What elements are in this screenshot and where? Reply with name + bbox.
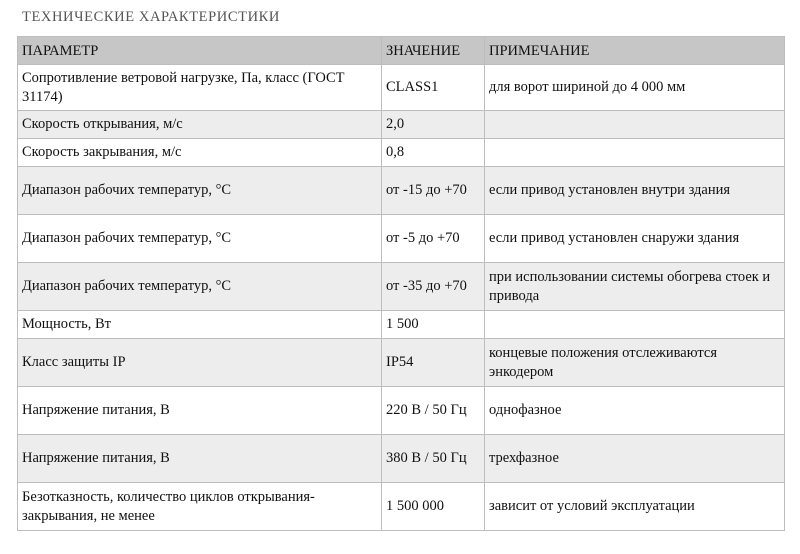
cell-value: 1 500 000 — [382, 483, 485, 531]
table-row — [18, 139, 785, 167]
cell-parameter: Скорость открывания, м/с — [18, 111, 382, 139]
cell-note: при использовании системы обогрева стоек и привода — [485, 263, 785, 311]
cell-note: зависит от условий эксплуатации — [485, 483, 785, 531]
table-row — [18, 111, 785, 139]
cell-note — [485, 311, 785, 339]
table-row — [18, 339, 785, 387]
cell-value: от -15 до +70 — [382, 167, 485, 215]
section-title: ТЕХНИЧЕСКИЕ ХАРАКТЕРИСТИКИ — [22, 9, 280, 25]
cell-value: от -35 до +70 — [382, 263, 485, 311]
cell-parameter: Напряжение питания, В — [18, 387, 382, 435]
cell-value: CLASS1 — [382, 65, 485, 111]
cell-value: 0,8 — [382, 139, 485, 167]
cell-parameter: Мощность, Вт — [18, 311, 382, 339]
cell-value: 380 В / 50 Гц — [382, 435, 485, 483]
spec-table — [17, 36, 785, 531]
cell-value: от -5 до +70 — [382, 215, 485, 263]
table-row — [18, 65, 785, 111]
table-row — [18, 167, 785, 215]
table-row — [18, 483, 785, 531]
cell-value: 1 500 — [382, 311, 485, 339]
table-row — [18, 387, 785, 435]
table-header-row — [18, 37, 785, 65]
table-row — [18, 215, 785, 263]
cell-parameter: Диапазон рабочих температур, °С — [18, 215, 382, 263]
cell-value: 220 В / 50 Гц — [382, 387, 485, 435]
cell-note — [485, 111, 785, 139]
cell-value: IP54 — [382, 339, 485, 387]
cell-note: если привод установлен внутри здания — [485, 167, 785, 215]
table-row — [18, 263, 785, 311]
cell-note — [485, 139, 785, 167]
cell-note: концевые положения отслеживаются энкодером — [485, 339, 785, 387]
table-row — [18, 311, 785, 339]
cell-note: если привод установлен снаружи здания — [485, 215, 785, 263]
cell-parameter: Класс защиты IP — [18, 339, 382, 387]
cell-parameter: Скорость закрывания, м/с — [18, 139, 382, 167]
cell-parameter: Диапазон рабочих температур, °С — [18, 167, 382, 215]
cell-parameter: Диапазон рабочих температур, °С — [18, 263, 382, 311]
cell-parameter: Напряжение питания, В — [18, 435, 382, 483]
header-note: ПРИМЕЧАНИЕ — [485, 37, 785, 65]
table-row — [18, 435, 785, 483]
cell-note: трехфазное — [485, 435, 785, 483]
cell-parameter: Сопротивление ветровой нагрузке, Па, класс (ГОСТ 31174) — [18, 65, 382, 111]
cell-note: однофазное — [485, 387, 785, 435]
cell-note: для ворот шириной до 4 000 мм — [485, 65, 785, 111]
cell-value: 2,0 — [382, 111, 485, 139]
header-value: ЗНАЧЕНИЕ — [382, 37, 485, 65]
header-parameter: ПАРАМЕТР — [18, 37, 382, 65]
cell-parameter: Безотказность, количество циклов открывания-закрывания, не менее — [18, 483, 382, 531]
